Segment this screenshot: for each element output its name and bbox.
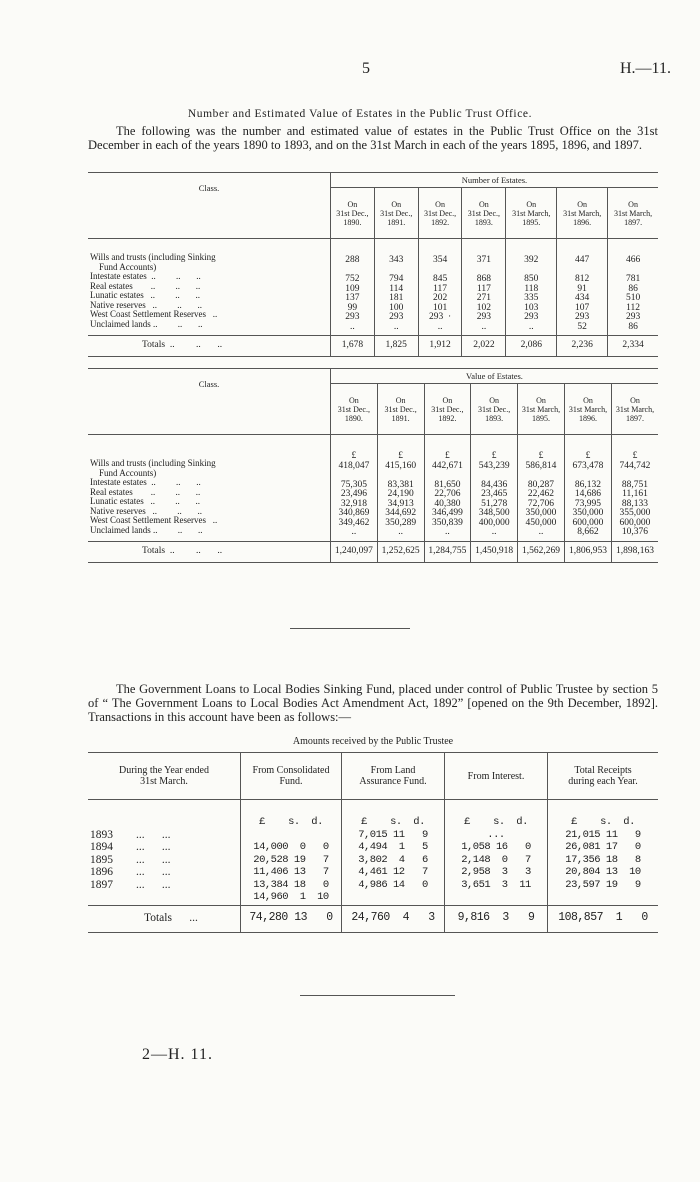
table-cell: 371 868 117 271 102 293 .. [462, 239, 506, 336]
total-cell: 1,252,625 [377, 542, 424, 563]
column-header: On 31st Dec., 1892. [424, 384, 471, 435]
page-footer: 2—H. 11. [142, 1046, 213, 1063]
total-cell: 1,240,097 [331, 542, 378, 563]
table-cell: £ 543,239 84,436 23,465 51,278 348,500 400,000 .. [471, 435, 518, 542]
table-cell: 392 850 118 335 103 293 .. [506, 239, 557, 336]
divider [300, 995, 455, 996]
total-cell: 1,450,918 [471, 542, 518, 563]
table-cell: £ 442,671 81,650 22,706 40,380 346,499 350,839 .. [424, 435, 471, 542]
consolidated-fund-values: £ s. d. 14,000 0 0 20,528 19 7 11,406 13 7 13,384 18 0 14,960 1 10 [241, 800, 342, 906]
table-cell: 354 845 117 202 101 293 · .. [418, 239, 462, 336]
total-cell: 1,562,269 [518, 542, 565, 563]
table-cell: £ 418,047 75,305 23,496 32,918 340,869 349,462 .. [331, 435, 378, 542]
table-cell: £ 415,160 83,381 24,190 34,913 344,692 350,289 .. [377, 435, 424, 542]
totals-label: Totals ... [88, 905, 241, 932]
value-of-estates-table [88, 368, 658, 563]
totals-label: Totals .. .. .. [88, 336, 331, 357]
total-cell: 1,912 [418, 336, 462, 357]
column-header: On 31st Dec., 1893. [471, 384, 518, 435]
document-reference: H.—11. [620, 60, 671, 77]
total-cell: 1,284,755 [424, 542, 471, 563]
total-cell: 74,280 13 0 [241, 905, 342, 932]
total-cell: 108,857 1 0 [548, 905, 659, 932]
land-assurance-values: £ s. d. 7,015 11 9 4,494 1 5 3,802 4 6 4,461 12 7 4,986 14 0 [342, 800, 445, 906]
total-cell: 2,334 [608, 336, 658, 357]
column-header: From Interest. [445, 753, 548, 800]
intro-paragraph: The following was the number and estimated value of estates in the Public Trust Office on the 31st December in each of the years 1890 to 1893, and on the 31st March in each of the years 1895, 1896, and 1897. [88, 124, 658, 152]
totals-label: Totals .. .. .. [88, 542, 331, 563]
column-header: On 31st Dec., 1893. [462, 188, 506, 239]
column-header: On 31st Dec., 1890. [331, 384, 378, 435]
table-cell: 288 752 109 137 99 293 .. [331, 239, 375, 336]
number-of-estates-table [88, 172, 658, 357]
total-receipts-values: £ s. d. 21,015 11 9 26,081 17 0 17,356 18 8 20,804 13 10 23,597 19 9 [548, 800, 659, 906]
class-list: Wills and trusts (including Sinking Fund Accounts) Intestate estates .. .. .. Real estates .. .. .. Lunatic estates .. .. .. Native reserves .. .. .. West Coast Settlement Reserves .. Unclaimed lands .. .. .. [90, 458, 218, 535]
class-list: Wills and trusts (including Sinking Fund Accounts) Intestate estates .. .. .. Real estates .. .. .. Lunatic estates .. .. .. Native reserves .. .. .. West Coast Settlement Reserves .. Unclaimed lands .. .. .. [90, 252, 218, 329]
total-cell: 1,898,163 [611, 542, 658, 563]
table-cell: 466 781 86 510 112 293 86 [608, 239, 658, 336]
column-header: On 31st Dec., 1892. [418, 188, 462, 239]
column-header: On 31st March, 1897. [611, 384, 658, 435]
year-list: 1893 ... ... 1894 ... ... 1895 ... ... 1896 ... ... 1897 ... ... [90, 828, 171, 891]
table-cell: £ 673,478 86,132 14,686 73,995 350,000 600,000 8,662 [564, 435, 611, 542]
total-cell: 1,678 [331, 336, 375, 357]
interest-values: £ s. d. ... 1,058 16 0 2,148 0 7 2,958 3 3 3,651 3 11 [445, 800, 548, 906]
column-header: From Consolidated Fund. [241, 753, 342, 800]
total-cell: 2,022 [462, 336, 506, 357]
divider [290, 628, 410, 629]
number-table-title: Number of Estates. [331, 173, 659, 188]
column-header: On 31st Dec., 1890. [331, 188, 375, 239]
page-number: 5 [362, 60, 370, 77]
column-header: On 31st Dec., 1891. [377, 384, 424, 435]
class-header: Class. [198, 183, 220, 193]
total-cell: 2,086 [506, 336, 557, 357]
loans-paragraph: The Government Loans to Local Bodies Sinking Fund, placed under control of Public Trustee by section 5 of “ The Government Loans to Local Bodies Act Amendment Act, 1892” [opened on the 9th December, 1892]. Transactions in this account have been as follows:— [88, 682, 658, 724]
class-header: Class. [198, 379, 220, 389]
table-cell: 343 794 114 181 100 293 .. [374, 239, 418, 336]
column-header: On 31st March, 1895. [506, 188, 557, 239]
total-cell: 1,825 [374, 336, 418, 357]
section-heading: Number and Estimated Value of Estates in the Public Trust Office. [187, 108, 533, 120]
total-cell: 2,236 [557, 336, 608, 357]
sinking-fund-table [88, 752, 658, 933]
total-cell: 9,816 3 9 [445, 905, 548, 932]
value-table-title: Value of Estates. [331, 369, 659, 384]
table-cell: £ 744,742 88,751 11,161 88,133 355,000 600,000 10,376 [611, 435, 658, 542]
total-cell: 24,760 4 3 [342, 905, 445, 932]
column-header: On 31st March, 1895. [518, 384, 565, 435]
total-cell: 1,806,953 [564, 542, 611, 563]
column-header: On 31st March, 1896. [557, 188, 608, 239]
column-header: Total Receipts during each Year. [548, 753, 659, 800]
table-cell: 447 812 91 434 107 293 52 [557, 239, 608, 336]
column-header: From Land Assurance Fund. [342, 753, 445, 800]
column-header: On 31st Dec., 1891. [374, 188, 418, 239]
column-header: During the Year ended 31st March. [88, 753, 241, 800]
amounts-caption: Amounts received by the Public Trustee [292, 736, 454, 747]
column-header: On 31st March, 1897. [608, 188, 658, 239]
table-cell: £ 586,814 80,287 22,462 72,706 350,000 450,000 .. [518, 435, 565, 542]
column-header: On 31st March, 1896. [564, 384, 611, 435]
